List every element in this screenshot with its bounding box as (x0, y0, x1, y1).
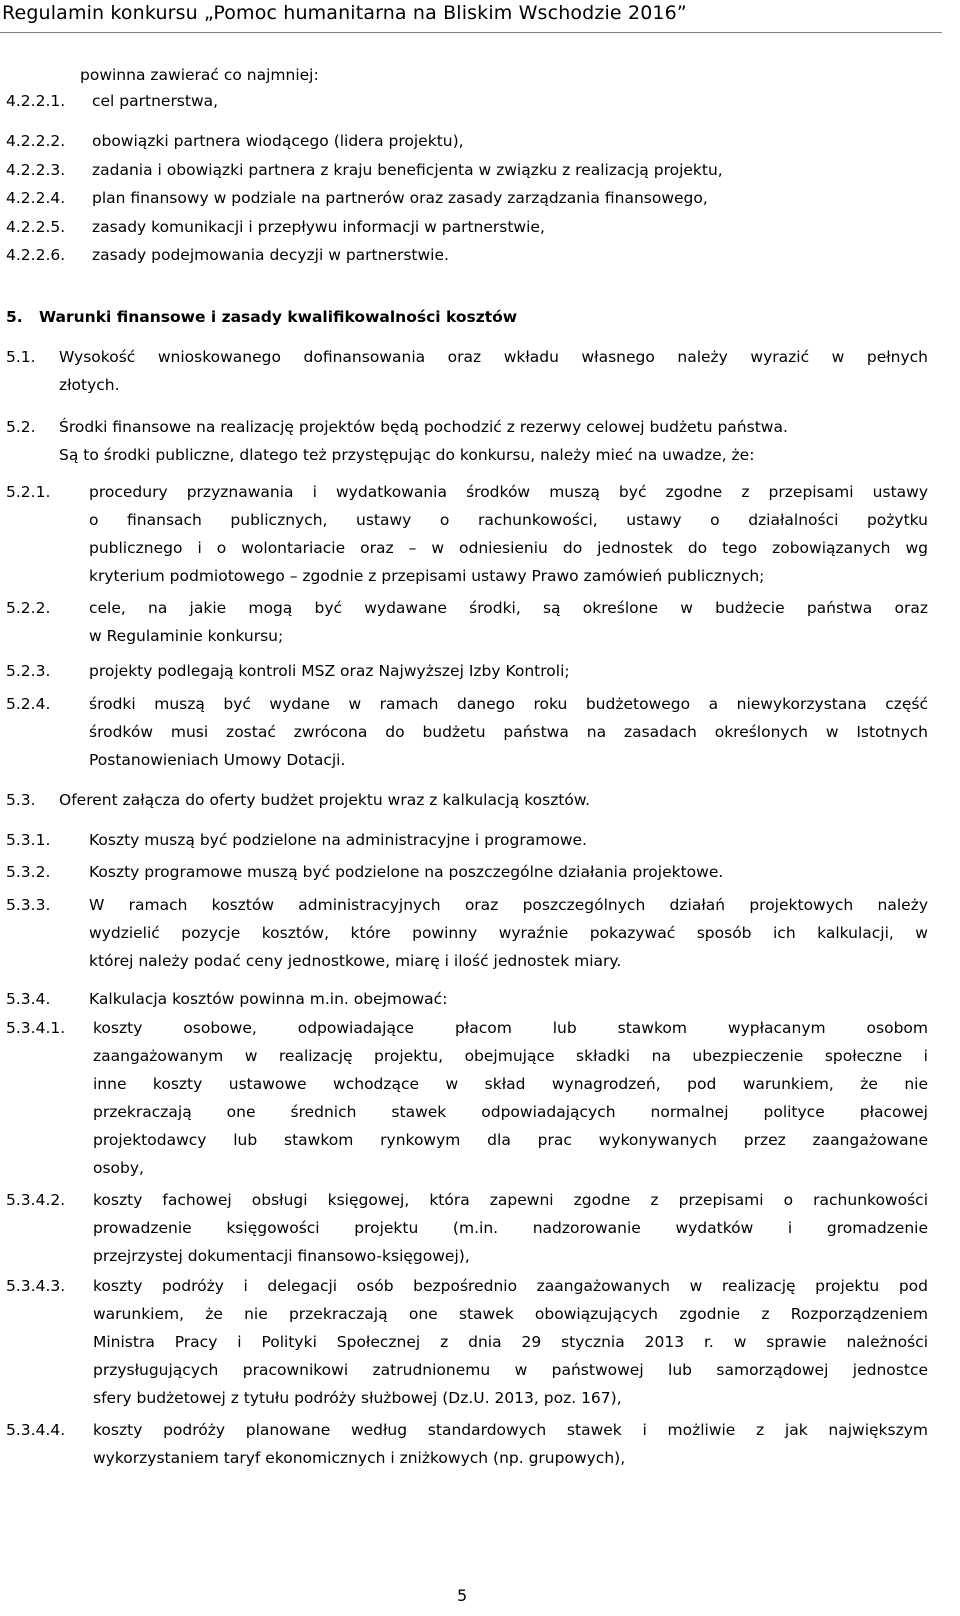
s531-number: 5.3.1. (6, 831, 51, 849)
s532-text: Koszty programowe muszą być podzielone na poszczególne działania projektowe. (89, 863, 724, 881)
s52-line: Środki finansowe na realizację projektów będą pochodzić z rezerwy celowej budżetu państwa. (59, 418, 788, 436)
s534-text: Kalkulacja kosztów powinna m.in. obejmować: (89, 990, 448, 1008)
s5343-line: koszty podróży i delegacji osób bezpośrednio zaangażowanych w realizację projektu pod (93, 1277, 928, 1295)
list-item-text: cel partnerstwa, (92, 92, 219, 110)
s534-number: 5.3.4. (6, 990, 51, 1008)
s5341-line: projektodawcy lub stawkom rynkowym dla prac wykonywanych przez zaangażowane (93, 1131, 928, 1149)
s5342-line: przejrzystej dokumentacji finansowo-księgowej), (93, 1247, 470, 1265)
s533-line: W ramach kosztów administracyjnych oraz poszczególnych działań projektowych należy (89, 896, 928, 914)
s532-number: 5.3.2. (6, 863, 51, 881)
s5344-line: koszty podróży planowane według standardowych stawek i możliwie z jak największym (93, 1421, 928, 1439)
header-divider (0, 32, 942, 33)
s5341-line: koszty osobowe, odpowiadające płacom lub stawkom wypłacanym osobom (93, 1019, 928, 1037)
list-item-text: zasady komunikacji i przepływu informacji w partnerstwie, (92, 218, 545, 236)
s5343-line: Ministra Pracy i Polityki Społecznej z dnia 29 stycznia 2013 r. w sprawie należności (93, 1333, 928, 1351)
s5343-line: sfery budżetowej z tytułu podróży służbowej (Dz.U. 2013, poz. 167), (93, 1389, 622, 1407)
s5342-number: 5.3.4.2. (6, 1191, 66, 1209)
s524-text (89, 690, 928, 774)
list-item-text: zasady podejmowania decyzji w partnerstwie. (92, 246, 449, 264)
s51-line: Wysokość wnioskowanego dofinansowania oraz wkładu własnego należy wyrazić w pełnych (59, 348, 928, 366)
s524-line: środki muszą być wydane w ramach danego roku budżetowego a niewykorzystana część (89, 695, 928, 713)
s51-text (59, 343, 928, 399)
s521-line: o finansach publicznych, ustawy o rachunkowości, ustawy o działalności pożytku (89, 511, 928, 529)
section-5-number: 5. (6, 308, 23, 326)
page-header-title: Regulamin konkursu „Pomoc humanitarna na Bliskim Wschodzie 2016” (2, 2, 687, 24)
list-item-number: 4.2.2.2. (6, 132, 66, 150)
s533-line: wydzielić pozycje kosztów, które powinny wyraźnie pokazywać sposób ich kalkulacji, w (89, 924, 928, 942)
s5344-line: wykorzystaniem taryf ekonomicznych i zniżkowych (np. grupowych), (93, 1449, 626, 1467)
s5342-text (93, 1186, 928, 1270)
s533-text (89, 891, 928, 975)
s533-number: 5.3.3. (6, 896, 51, 914)
s5341-line: przekraczają one średnich stawek odpowiadających normalnej polityce płacowej (93, 1103, 928, 1121)
list-item-number: 4.2.2.1. (6, 92, 66, 110)
s522-number: 5.2.2. (6, 599, 51, 617)
s5344-text (93, 1416, 928, 1472)
list-item-text: obowiązki partnera wiodącego (lidera projektu), (92, 132, 464, 150)
list-item-number: 4.2.2.5. (6, 218, 66, 236)
s52-line: Są to środki publiczne, dlatego też przystępując do konkursu, należy mieć na uwadze, że: (59, 446, 755, 464)
s523-number: 5.2.3. (6, 662, 51, 680)
list-item-number: 4.2.2.6. (6, 246, 66, 264)
s5341-line: inne koszty ustawowe wchodzące w skład wynagrodzeń, pod warunkiem, że nie (93, 1075, 928, 1093)
s521-line: procedury przyznawania i wydatkowania środków muszą być zgodne z przepisami ustawy (89, 483, 928, 501)
s5343-text (93, 1272, 928, 1412)
s521-line: kryterium podmiotowego – zgodnie z przepisami ustawy Prawo zamówień publicznych; (89, 567, 765, 585)
s522-line: cele, na jakie mogą być wydawane środki, są określone w budżecie państwa oraz (89, 599, 928, 617)
s524-number: 5.2.4. (6, 695, 51, 713)
s524-line: Postanowieniach Umowy Dotacji. (89, 751, 346, 769)
s5341-number: 5.3.4.1. (6, 1019, 66, 1037)
s5342-line: prowadzenie księgowości projektu (m.in. nadzorowanie wydatków i gromadzenie (93, 1219, 928, 1237)
intro-line: powinna zawierać co najmniej: (80, 66, 319, 84)
s53-text: Oferent załącza do oferty budżet projektu wraz z kalkulacją kosztów. (59, 791, 591, 809)
list-item-number: 4.2.2.3. (6, 161, 66, 179)
s5343-line: warunkiem, że nie przekraczają one stawek obowiązujących zgodnie z Rozporządzeniem (93, 1305, 928, 1323)
s51-number: 5.1. (6, 348, 36, 366)
s53-number: 5.3. (6, 791, 36, 809)
s5344-number: 5.3.4.4. (6, 1421, 66, 1439)
section-5-title: Warunki finansowe i zasady kwalifikowalności kosztów (39, 308, 518, 326)
page-number: 5 (457, 1586, 468, 1605)
s5343-line: przysługujących pracownikowi zatrudnionemu w państwowej lub samorządowej jednostce (93, 1361, 928, 1379)
s531-text: Koszty muszą być podzielone na administracyjne i programowe. (89, 831, 587, 849)
s533-line: której należy podać ceny jednostkowe, miarę i ilość jednostek miary. (89, 952, 622, 970)
s5341-line: osoby, (93, 1159, 144, 1177)
s51-line: złotych. (59, 376, 120, 394)
s522-text (89, 594, 928, 650)
s52-text (59, 413, 928, 469)
s5341-line: zaangażowanym w realizację projektu, obejmujące składki na ubezpieczenie społeczne i (93, 1047, 928, 1065)
s523-text: projekty podlegają kontroli MSZ oraz Najwyższej Izby Kontroli; (89, 662, 570, 680)
s5342-line: koszty fachowej obsługi księgowej, która zapewni zgodne z przepisami o rachunkowości (93, 1191, 928, 1209)
s521-number: 5.2.1. (6, 483, 51, 501)
s5343-number: 5.3.4.3. (6, 1277, 66, 1295)
s522-line: w Regulaminie konkursu; (89, 627, 284, 645)
s52-number: 5.2. (6, 418, 36, 436)
list-item-text: zadania i obowiązki partnera z kraju beneficjenta w związku z realizacją projektu, (92, 161, 723, 179)
s524-line: środków musi zostać zwrócona do budżetu państwa na zasadach określonych w Istotnych (89, 723, 928, 741)
list-item-number: 4.2.2.4. (6, 189, 66, 207)
s5341-text (93, 1014, 928, 1182)
s521-text (89, 478, 928, 590)
s521-line: publicznego i o wolontariacie oraz – w odniesieniu do jednostek do tego zobowiązanych wg (89, 539, 928, 557)
list-item-text: plan finansowy w podziale na partnerów oraz zasady zarządzania finansowego, (92, 189, 708, 207)
